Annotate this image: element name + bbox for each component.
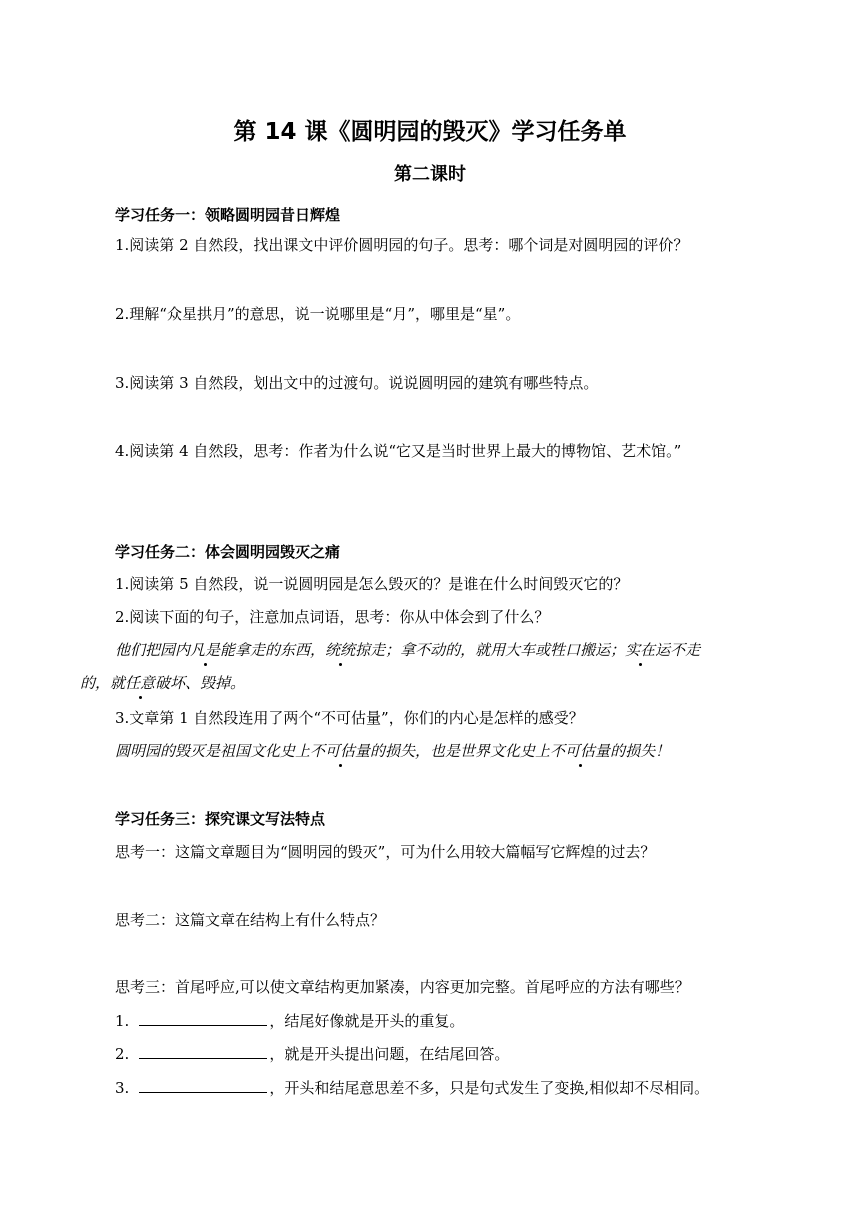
dotted-word: 实在 [625,641,656,659]
quote-text: 能拿走的东西， [220,641,326,659]
task2-heading: 学习任务二：体会圆明园毁灭之痛 [115,543,341,561]
task3-think-2: 思考二：这篇文章在结构上有什么特点？ [115,911,386,929]
fill-in-item-1 [115,1010,464,1031]
quote-text: 运不走 [655,641,701,659]
task2-item-3: 3.文章第 1 自然段连用了两个“不可估量”，你们的内心是怎样的感受？ [115,709,584,727]
fill-text: ，开头和结尾意思差不多，只是句式发生了变换,相似却不尽相同。 [269,1079,710,1097]
quote-text: 圆明园的毁灭是祖国文化史上 [115,742,311,760]
fill-blank[interactable] [139,1091,267,1093]
quote-text: 的损失！ [610,742,671,760]
task1-heading: 学习任务一：领略圆明园昔日辉煌 [115,206,341,224]
fill-number: 3. [115,1079,130,1097]
dotted-word: 不可估量 [550,742,611,760]
fill-text: ，结尾好像就是开头的重复。 [269,1012,465,1030]
dotted-word: 统统 [325,641,356,659]
task3-think-3: 思考三：首尾呼应,可以使文章结构更加紧凑，内容更加完整。首尾呼应的方法有哪些？ [115,978,690,996]
quote-text: 的损失，也是世界文化史上 [370,742,551,760]
page-subtitle: 第二课时 [394,164,466,185]
task1-item-1: 1.阅读第 2 自然段，找出课文中评价圆明园的句子。思考：哪个词是对圆明园的评价？ [115,236,689,254]
task2-item-2: 2.阅读下面的句子，注意加点词语，思考：你从中体会到了什么？ [115,608,550,626]
task1-item-4: 4.阅读第 4 自然段，思考：作者为什么说“它又是当时世界上最大的博物馆、艺术馆。” [115,442,682,460]
page-title: 第 14 课《圆明园的毁灭》学习任务单 [233,119,627,145]
dotted-word: 任意 [125,674,156,692]
fill-in-item-3 [115,1077,709,1098]
task1-item-2: 2.理解“众星拱月”的意思，说一说哪里是“月”，哪里是“星”。 [115,305,521,323]
quote-text: 他们把园内 [115,641,191,659]
fill-in-item-2 [115,1043,509,1064]
fill-blank[interactable] [139,1024,267,1026]
task2-item-1: 1.阅读第 5 自然段，说一说圆明园是怎么毁灭的？是谁在什么时间毁灭它的？ [115,575,629,593]
fill-number: 2. [115,1045,130,1063]
fill-blank[interactable] [139,1057,267,1059]
dotted-word: 不可估量 [310,742,371,760]
fill-number: 1. [115,1012,130,1030]
quote-2 [115,740,670,761]
quote-1-line-2 [80,672,245,693]
quote-text: 破坏、毁掉。 [155,674,246,692]
task3-think-1: 思考一：这篇文章题目为“圆明园的毁灭”，可为什么用较大篇幅写它辉煌的过去？ [115,843,656,861]
task3-heading: 学习任务三：探究课文写法特点 [115,810,326,828]
dotted-word: 凡是 [190,641,221,659]
quote-text: 的，就 [80,674,126,692]
fill-text: ，就是开头提出问题，在结尾回答。 [269,1045,510,1063]
task1-item-3: 3.阅读第 3 自然段，划出文中的过渡句。说说圆明园的建筑有哪些特点。 [115,374,599,392]
quote-text: 掠走；拿不动的，就用大车或牲口搬运； [355,641,626,659]
quote-1-line-1 [115,639,700,660]
